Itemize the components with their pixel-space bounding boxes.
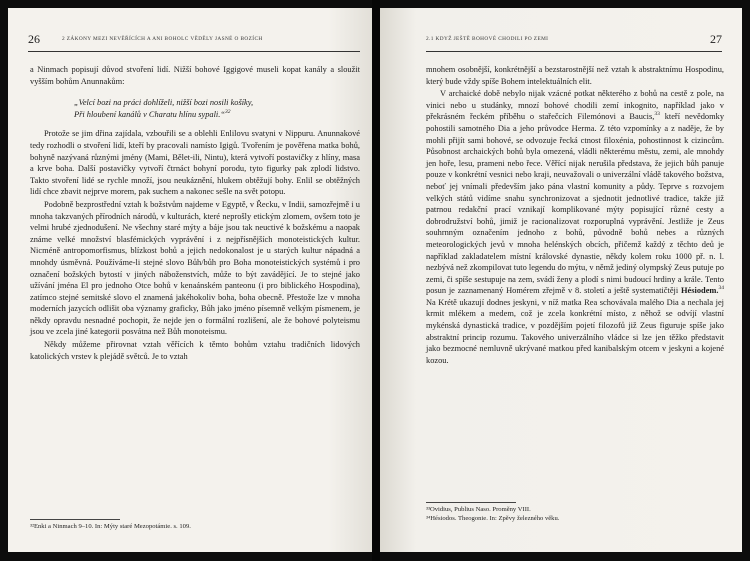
text-run: Na Krétě ukazují dodnes jeskyni, v níž matka Rea schovávala malého Dia a nechala jej krmit mlékem a medem, což je zcela konkrétní místo, z něhož se odvíjí vlastní mykénská dynastická tradice, v pozdějším pojetí filozofů již Zeus figuruje spíše jako abstraktní princip rozumu. Takového univerzálního vládce si lze jen těžko představit jako bezmocné nemluvně ukrývané matkou před kanibalským otcem v jeskyni a kojené kozou. (426, 297, 724, 365)
quote-text: Při hloubení kanálů v Charatu hlínu sypali.“ (74, 109, 225, 119)
quote-line: „Velcí bozi na práci dohlíželi, nižší bozi nosili košíky, (74, 98, 254, 108)
paragraph: a Ninmach popisují důvod stvoření lidí. Nižší bohové Iggigové museli kopat kanály a sloužit vyšším bohům Anunnakům: (30, 65, 360, 86)
paragraph (426, 88, 724, 366)
footnote: ³⁴Hésiodos. Theogonie. In: Zpěvy železného věku. (426, 515, 560, 522)
quote-line (74, 109, 360, 121)
text-run: V archaické době nebylo nijak vzácné potkat některého z bohů na cestě z pole, na vinici nebo u studánky, mnozí bohové chodili zemí inkognito, například jako v překrásném řeckém příběhu o stařečcích Filemónovi a Baucis, (426, 89, 724, 122)
footnote-rule (30, 519, 120, 520)
header-rule (426, 51, 722, 52)
text-run: kteří nevědomky pohostili samotného Dia a jeho průvodce Herma. Z této vzpomínky a z naděje, že by mohli přijít sami bohové, se odvozuje řecká ctnost filoxénia, pohostinnost k cizincům. Působnost archaických bohů byla omezená, vládli některému městu, zemi, ale mnohdy jen hoře, lesu, prameni nebo řece. Věřící nijak nerušila představa, že jejich bůh panuje pouze v konkrétní vesnici nebo kraji, neuvažovali o univerzální vládě takového božstva, neboť jej vnímali především jako pána vlastní komunity a půdy. Teprve s rozvojem velkých států vidíme snahu synchronizovat a sjednotit jednotlivé tradice, takže již patrnou redakční prací vznikají komplikované mýty popisující různé cesty a dobrodružství bohů, jimiž je racionalizovat rozporuplná vyprávění. Jestliže je Zeus souhrnným označením jednoho z bohů, původně bohů nebes a různých meteorologických jevů v mnoha helénských obcích, přičemž každý z těchto deů je například zakladatelem místní královské dynastie, někdy kolem roku 1000 př. n. l. nezbývá než zkompilovat tuto legendu do mýtu, v němž jediný olympský Zeus putuje po zemi, či spíše sestupuje na zem, svádí ženy a plodí s nimi budoucí hrdiny a krále. Tento posun je zaznamenaný Homérem zřejmě v 8. století a ještě systematičtěji (426, 112, 725, 296)
footnote-ref: 32 (224, 108, 231, 115)
right-page (380, 8, 742, 552)
paragraph: Někdy můžeme přirovnat vztah věřících k těmto bohům vztahu tradičních lidových katolických vrstev k plejádě světců. Je to vztah (30, 340, 360, 361)
block-quote (74, 97, 360, 120)
footnote-ref: 33 (654, 111, 660, 118)
header-rule (28, 51, 360, 52)
page-number: 27 (710, 32, 722, 46)
section-title: 2.1 KDYŽ JEŠTĚ BOHOVÉ CHODILI PO ZEMI (426, 36, 549, 42)
footnote-ref: 34 (718, 285, 724, 292)
book-gutter (372, 0, 380, 561)
running-head-right (380, 32, 742, 48)
page-number: 26 (28, 32, 40, 46)
paragraph: mnohem osobnější, konkrétnější a bezstarostnější než vztah k abstraktnímu Hospodinu, který bude vždy spíše Bohem intelektuálních elit. (426, 65, 724, 86)
chapter-title: 2 ZÁKONY MEZI NEVĚŘÍCÍCH A ANI BOHOLC VĚDĚLY JASNÉ O BOZÍCH (62, 36, 263, 42)
body-text (30, 64, 360, 362)
paragraph: Protože se jim dřina zajídala, vzbouřili se a oblehli Enlilovu svatyni v Nippuru. Anunnakové tedy rozhodli o stvoření lidí, kteří by pracovali namísto Igigů. Tvořením je pověřena matka bohů, bohyně nazývaná různými jmény (Mami, Bělet-ili, Nintu), která vytvoří postavičky z hlíny, masa a krve boha. Další postavičky vytvoří čtrnáct bohyní porodu, tyto figurky pak zplodí lidstvo. Takto stvoření lidé se rychle množí, jsou neukáznění, hlukem obtěžují bohy. Enlil se obtěžných lidí chce zbavit nejprve morem, pak suchem a nakonec sešle na svět potopu. (30, 129, 360, 197)
body-text (426, 64, 724, 366)
running-head-left (8, 32, 372, 48)
emphasized-name: Hésiodem. (681, 286, 719, 296)
footnote: ³³Ovidius, Publius Naso. Proměny VIII. (426, 506, 531, 513)
left-page (8, 8, 372, 552)
footnote: ³²Enki a Ninmach 9–10. In: Mýty staré Mezopotámie. s. 109. (30, 523, 191, 530)
footnotes (426, 502, 724, 523)
paragraph: Podobně bezprostřední vztah k božstvům najdeme v Egyptě, v Řecku, v Indii, samozřejmě i u mnoha takzvaných přírodních národů, v kulturách, které neprošly etickým zlomem, ovšem toto je velmi hrubé zjednodušení. Ne všechny staré mýty a báje jsou tak neuctivé k božskému a naopak známe velké množství blasfémických vyprávění i z nejpřísnějších monoteistických kultur. Nicméně antropomorfismus, blízkost bohů a jejich nedokonalost je u starých kultur nápadná a mnohdy úsměvná. Používáme-li stejné slovo Bůh/bůh pro Boha monoteistických systémů i pro označení božských bytostí v jiných náboženstvích, může to být zavádějící. Je to stejné jako užívání jména El pro jednoho Otce bohů v kenaánském panteonu (i pro biblického Hospodina), zatímco stejné semitské slovo el znamená jakéhokoliv boha, boha obecně. Přestože lze v mnoha moderních jazycích odlišit oba významy graficky, Bůh jako jméno písemně velkým písmenem, je někdy opravdu nesnadné pochopit, že nejde jen o formální rozlišení, ale že bohové polyteismu jsou ve zcela jiné kategorii posvátna než Bůh monoteismu. (30, 199, 360, 337)
footnote-rule (426, 502, 516, 503)
footnotes (30, 519, 360, 531)
